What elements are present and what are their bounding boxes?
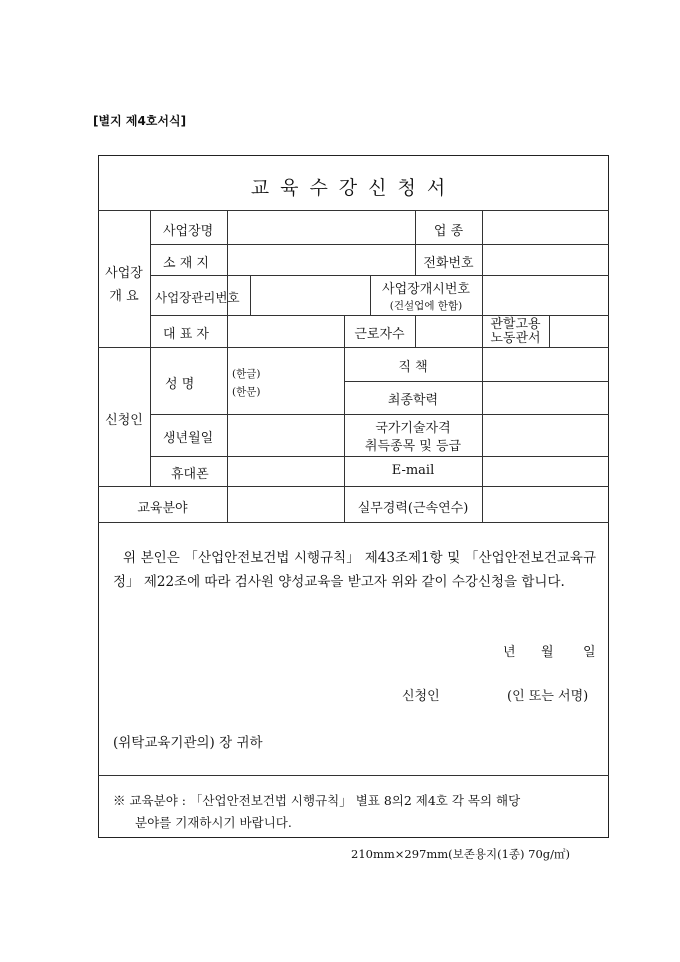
- divider: [150, 210, 151, 486]
- application-statement: 위 본인은 「산업안전보건법 시행규칙」 제43조제1항 및 「산업안전보건교육규정」 제22조에 따라 검사원 양성교육을 받고자 위와 같이 수강신청을 합니다.: [113, 550, 596, 590]
- workers-count-label: 근로자수: [354, 327, 405, 342]
- divider: [415, 315, 416, 347]
- divider: [344, 381, 609, 382]
- divider: [98, 522, 609, 523]
- education-field-note: [113, 790, 598, 834]
- note-line: ※ 교육분야 : 「산업안전보건법 시행규칙」 별표 8의2 제4호 각 목의 해당: [113, 793, 521, 808]
- divider: [98, 486, 609, 487]
- signer-label: 신청인: [402, 689, 440, 704]
- education-label: 최종학력: [387, 393, 439, 408]
- mobile-label: 휴대폰: [171, 467, 209, 482]
- divider: [150, 456, 609, 457]
- date-year: 년: [503, 645, 516, 660]
- paper-spec-footer: 210mm×297mm(보존용지(1종) 70g/㎡): [351, 847, 570, 861]
- labor-office-label: 관할고용: [490, 317, 541, 332]
- workplace-section-label: 사업장: [105, 266, 143, 281]
- signature-note: (인 또는 서명): [507, 689, 589, 704]
- note-line: 분야를 기재하시기 바랍니다.: [135, 815, 292, 830]
- divider: [549, 315, 550, 347]
- hanja-note: (한문): [232, 386, 261, 398]
- birth-date-label: 생년월일: [163, 431, 214, 446]
- applicant-name-label: 성 명: [165, 377, 195, 392]
- date-day: 일: [583, 645, 596, 660]
- representative-label: 대 표 자: [163, 327, 209, 342]
- divider: [482, 210, 483, 275]
- divider: [98, 775, 609, 776]
- divider: [98, 347, 609, 348]
- divider: [150, 414, 609, 415]
- construction-only-note: (건설업에 한함): [389, 300, 463, 312]
- form-title: 교육수강신청서: [250, 177, 457, 199]
- position-label: 직 책: [398, 360, 428, 375]
- form-code: [별지 제4호서식]: [93, 114, 187, 128]
- industry-label: 업 종: [433, 224, 464, 239]
- address-label: 소 재 지: [163, 256, 209, 271]
- workplace-mgmt-number-label: 사업장관리번호: [155, 290, 240, 305]
- applicant-section-label: 신청인: [105, 413, 143, 428]
- workplace-section-label: 개 요: [109, 289, 139, 304]
- phone-label: 전화번호: [423, 256, 474, 271]
- certification-label: 취득종목 및 등급: [364, 439, 462, 454]
- divider: [150, 275, 609, 276]
- divider: [482, 275, 483, 315]
- email-label: E-mail: [391, 463, 435, 478]
- divider: [482, 315, 483, 522]
- divider: [98, 210, 609, 211]
- divider: [227, 210, 228, 522]
- divider: [150, 244, 609, 245]
- divider: [250, 275, 251, 315]
- work-experience-label: 실무경력(근속연수): [357, 501, 469, 516]
- date-month: 월: [541, 645, 554, 660]
- divider: [150, 315, 609, 316]
- workplace-name-label: 사업장명: [163, 224, 214, 239]
- education-field-label: 교육분야: [137, 501, 188, 516]
- hangul-note: (한글): [232, 368, 261, 380]
- certification-label: 국가기술자격: [375, 421, 451, 436]
- workplace-open-number-label: 사업장개시번호: [382, 282, 470, 297]
- labor-office-label: 노동관서: [490, 331, 541, 346]
- addressee: (위탁교육기관의) 장 귀하: [113, 735, 263, 751]
